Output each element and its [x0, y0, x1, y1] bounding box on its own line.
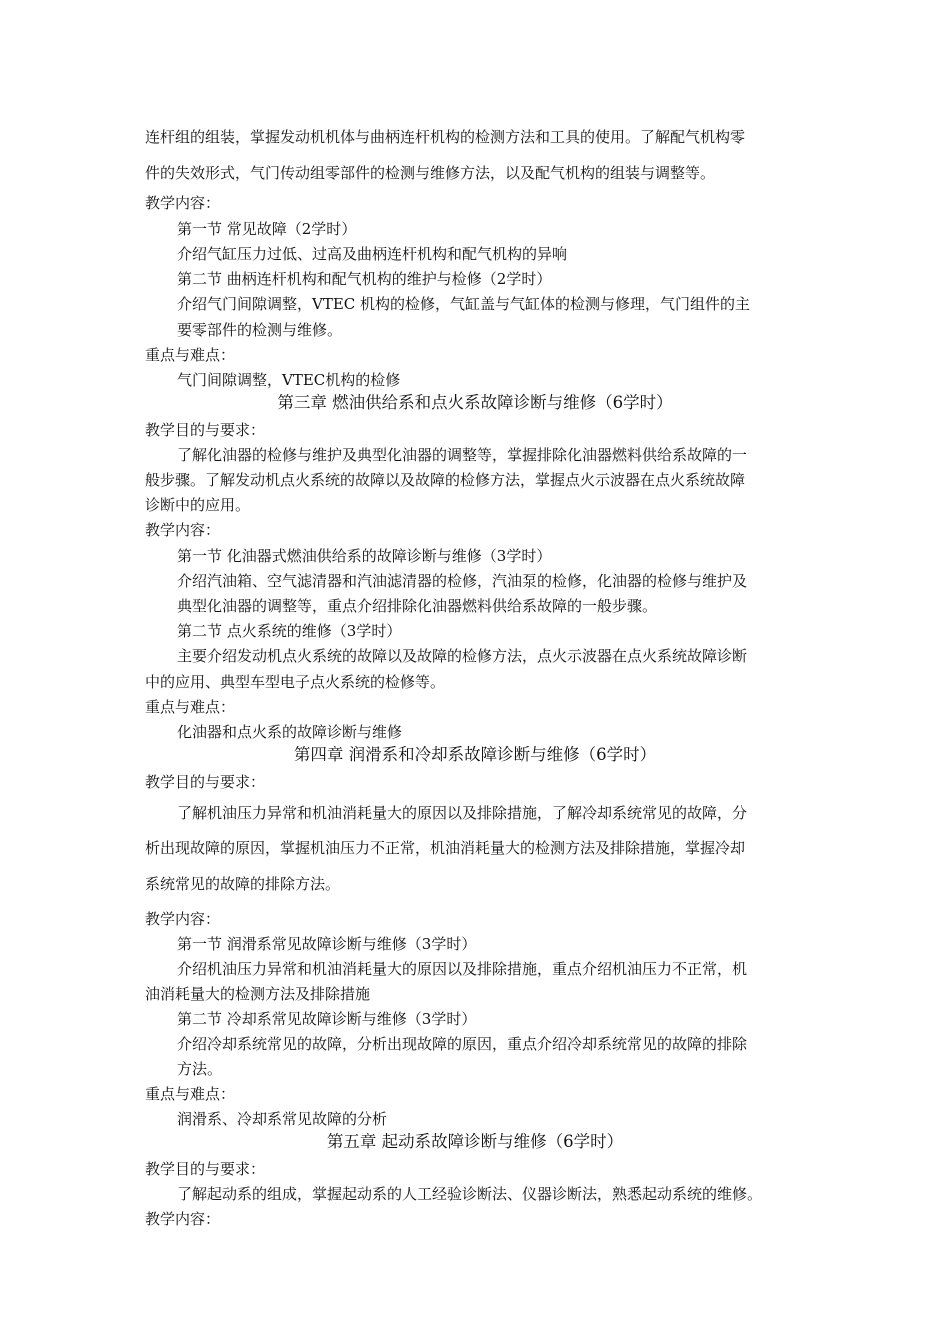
paragraph-line: 要零部件的检测与维修。	[177, 321, 343, 339]
section-label: 教学目的与要求：	[145, 421, 266, 439]
section-label: 教学内容：	[145, 1210, 221, 1228]
paragraph-line: 润滑系、冷却系常见故障的分析	[177, 1110, 388, 1128]
section-heading: 第一节 润滑系常见故障诊断与维修（3学时）	[177, 935, 477, 953]
paragraph-line: 中的应用、典型车型电子点火系统的检修等。	[145, 673, 446, 691]
section-heading: 第二节 点火系统的维修（3学时）	[177, 622, 402, 640]
paragraph-line: 油消耗量大的检测方法及排除措施	[145, 985, 371, 1003]
section-label: 教学目的与要求：	[145, 1160, 266, 1178]
section-heading: 第一节 常见故障（2学时）	[177, 220, 357, 238]
section-label: 重点与难点：	[145, 698, 236, 716]
chapter-title: 第三章 燃油供给系和点火系故障诊断与维修（6学时）	[277, 393, 673, 412]
paragraph-line: 了解化油器的检修与维护及典型化油器的调整等，掌握排除化油器燃料供给系故障的一	[177, 446, 748, 464]
paragraph-line: 了解起动系的组成，掌握起动系的人工经验诊断法、仪器诊断法，熟悉起动系统的维修。	[177, 1185, 763, 1203]
paragraph-line: 介绍冷却系统常见的故障，分析出现故障的原因，重点介绍冷却系统常见的故障的排除	[177, 1035, 748, 1053]
section-heading: 第一节 化油器式燃油供给系的故障诊断与维修（3学时）	[177, 547, 552, 565]
section-label: 教学目的与要求：	[145, 773, 266, 791]
paragraph-line: 化油器和点火系的故障诊断与维修	[177, 723, 403, 741]
paragraph-line: 系统常见的故障的排除方法。	[145, 875, 341, 893]
section-label: 教学内容：	[145, 521, 221, 539]
paragraph-line: 主要介绍发动机点火系统的故障以及故障的检修方法，点火示波器在点火系统故障诊断	[177, 647, 748, 665]
paragraph-line: 介绍机油压力异常和机油消耗量大的原因以及排除措施，重点介绍机油压力不正常，机	[177, 960, 748, 978]
paragraph-line: 般步骤。了解发动机点火系统的故障以及故障的检修方法，掌握点火示波器在点火系统故障	[145, 471, 746, 489]
paragraph-line: 件的失效形式，气门传动组零部件的检测与维修方法，以及配气机构的组装与调整等。	[145, 164, 716, 182]
section-heading: 第二节 冷却系常见故障诊断与维修（3学时）	[177, 1010, 477, 1028]
chapter-title: 第五章 起动系故障诊断与维修（6学时）	[326, 1132, 624, 1151]
paragraph-line: 介绍汽油箱、空气滤清器和汽油滤清器的检修，汽油泵的检修，化油器的检修与维护及	[177, 572, 748, 590]
paragraph-line: 连杆组的组装，掌握发动机机体与曲柄连杆机构的检测方法和工具的使用。了解配气机构零	[145, 128, 746, 146]
paragraph-line: 方法。	[177, 1060, 223, 1078]
chapter-title: 第四章 润滑系和冷却系故障诊断与维修（6学时）	[293, 745, 657, 764]
section-heading: 第二节 曲柄连杆机构和配气机构的维护与检修（2学时）	[177, 270, 552, 288]
paragraph-line: 析出现故障的原因，掌握机油压力不正常，机油消耗量大的检测方法及排除措施，掌握冷却	[145, 839, 746, 857]
paragraph-line: 介绍气门间隙调整，VTEC 机构的检修，气缸盖与气缸体的检测与修理，气门组件的主	[177, 295, 751, 313]
section-label: 教学内容：	[145, 194, 221, 212]
section-label: 重点与难点：	[145, 1085, 236, 1103]
paragraph-line: 诊断中的应用。	[145, 496, 251, 514]
paragraph-line: 介绍气缸压力过低、过高及曲柄连杆机构和配气机构的异响	[177, 245, 568, 263]
paragraph-line: 典型化油器的调整等，重点介绍排除化油器燃料供给系故障的一般步骤。	[177, 597, 658, 615]
section-label: 重点与难点：	[145, 346, 236, 364]
paragraph-line: 了解机油压力异常和机油消耗量大的原因以及排除措施，了解冷却系统常见的故障，分	[177, 804, 748, 822]
section-label: 教学内容：	[145, 910, 221, 928]
paragraph-line: 气门间隙调整，VTEC机构的检修	[177, 371, 401, 389]
